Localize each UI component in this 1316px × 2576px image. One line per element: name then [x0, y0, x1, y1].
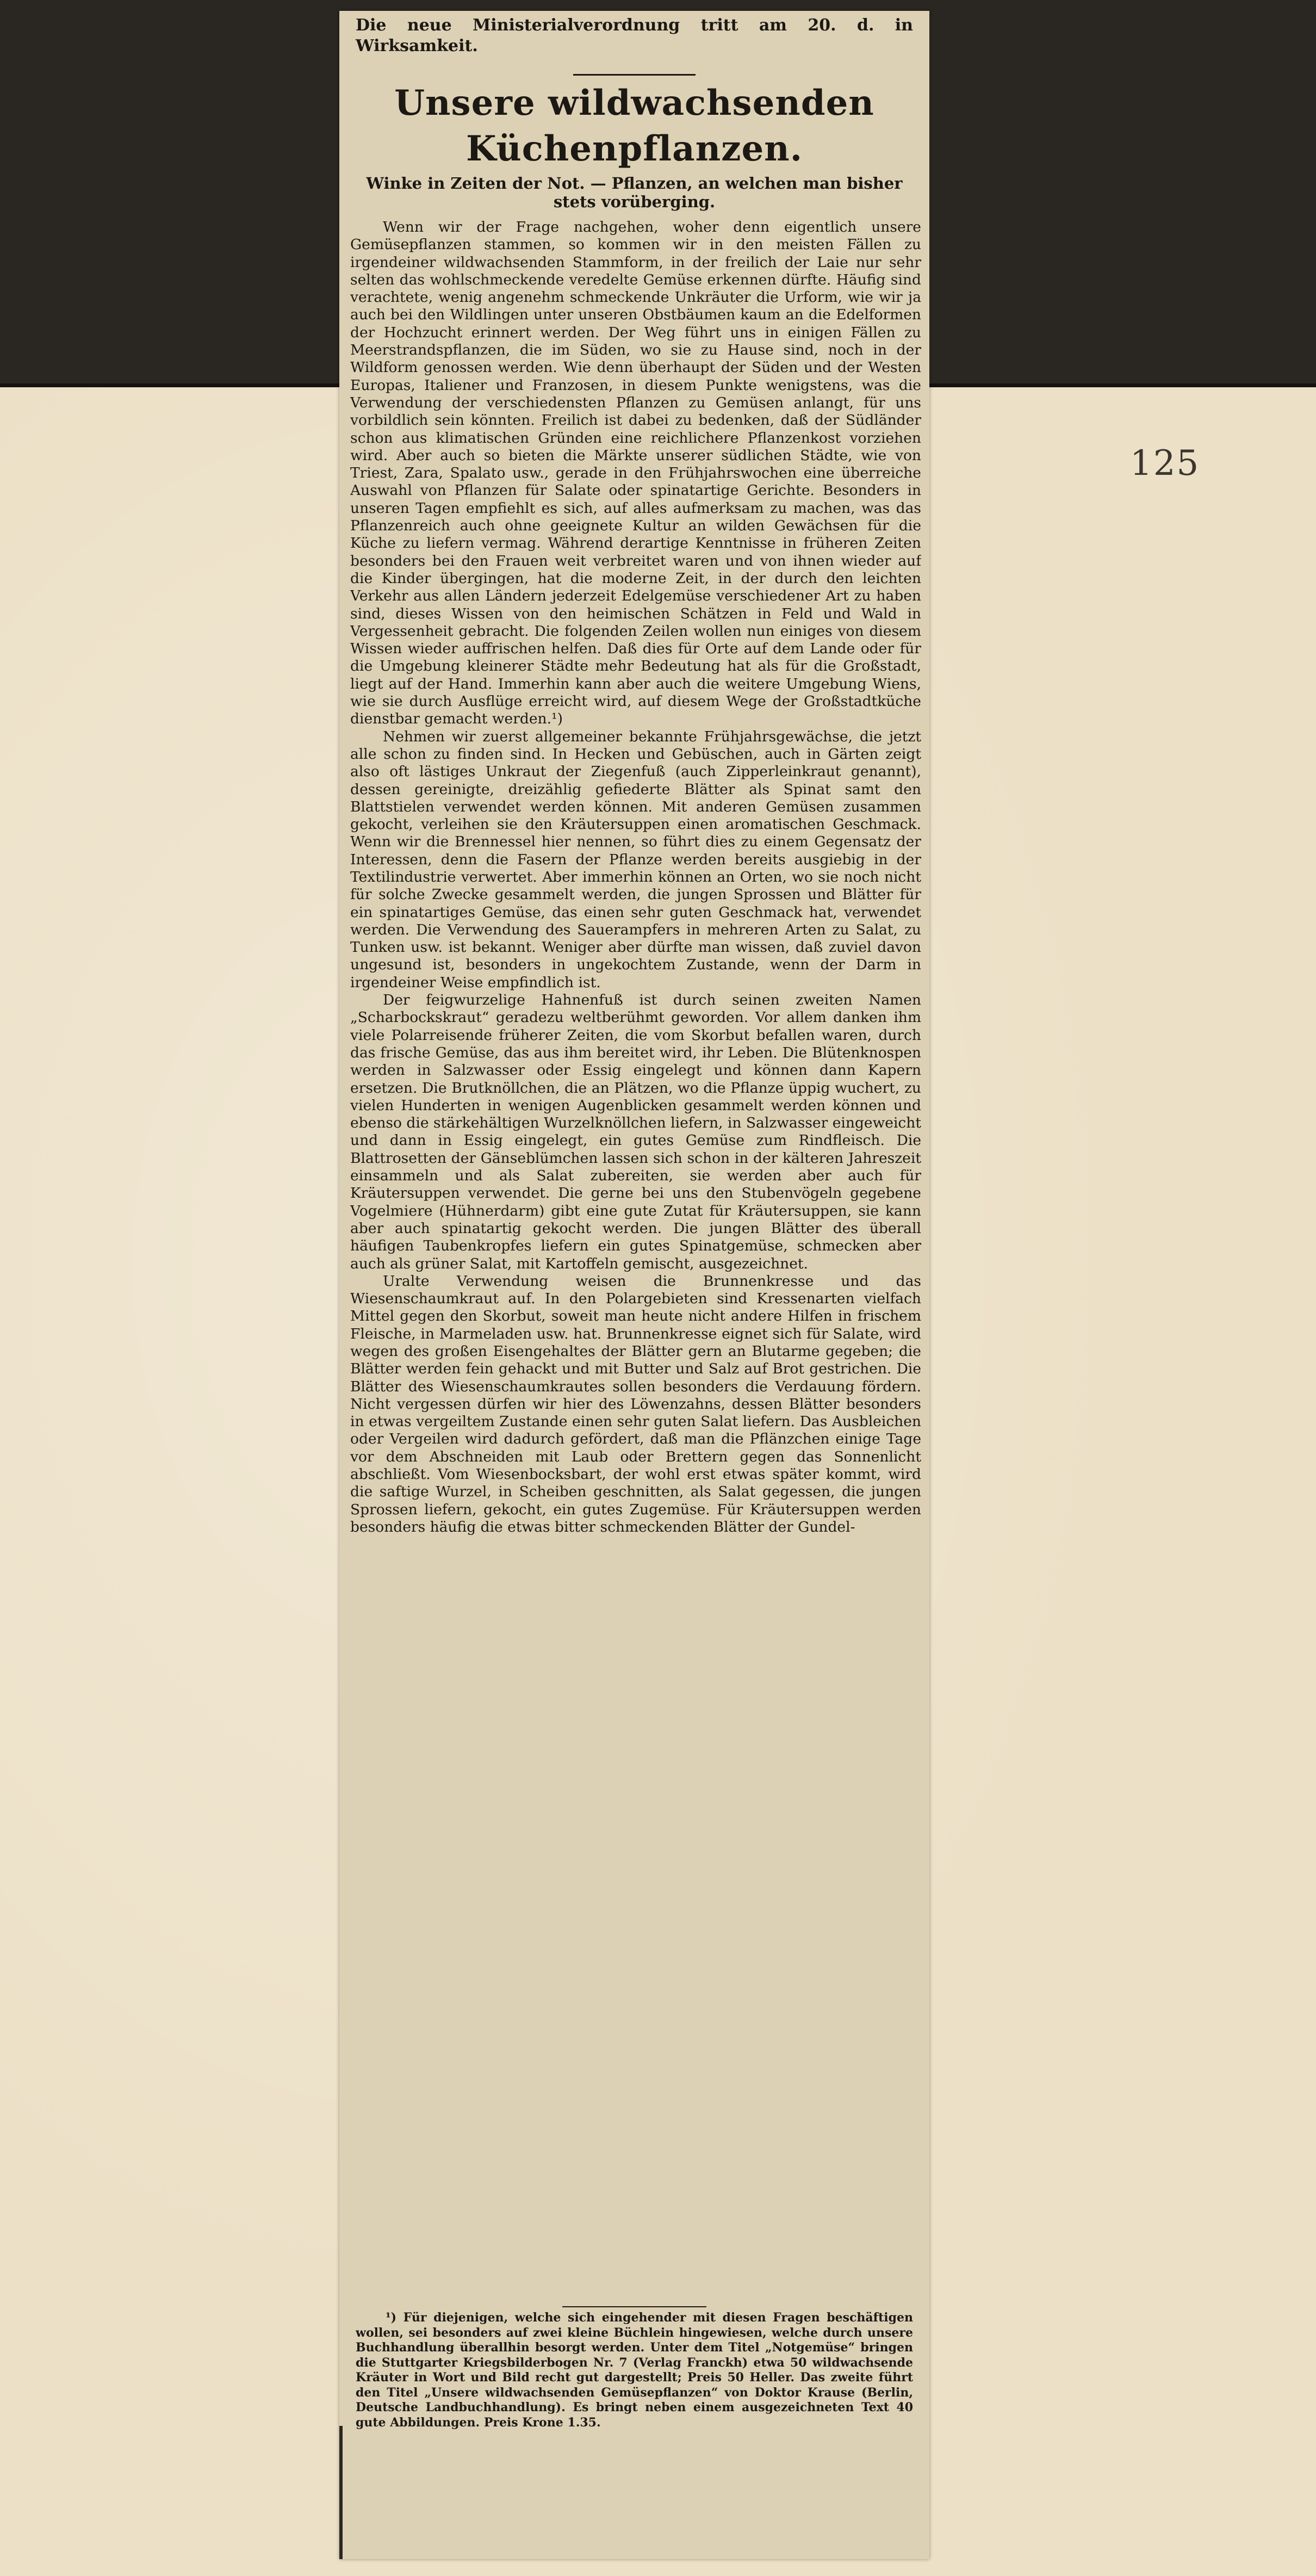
page-number: 125 — [1130, 443, 1200, 484]
article-headline: Unsere wildwachsenden Küchenpflanzen. — [394, 83, 874, 169]
separator-rule — [573, 74, 696, 76]
newspaper-clipping — [339, 11, 929, 2559]
intro-line: Die neue Ministerialverordnung tritt am 20. d. in Wirksamkeit. — [356, 16, 913, 55]
footnote-text: ¹) Für diejenigen, welche sich eingehender mit diesen Fragen beschäftigen wollen, sei besonders auf zwei kleine Büchlein hingewiesen, welche durch unsere Buchhandlung überallhin besorgt werden. Unter dem Titel „Notgemüse“ bringen die Stuttgarter Kriegsbilderbogen Nr. 7 (Verlag Franckh) etwa 50 wildwachsende Kräuter in Wort und Bild recht gut dargestellt; Preis 50 Heller. Das zweite führt den Titel „Unsere wildwachsenden Gemüsepflanzen“ von Doktor Krause (Berlin, Deutsche Landbuchhandlung). Es bringt neben einem ausgezeichneten Text 40 gute Abbildungen. Preis Krone 1.35. — [356, 2311, 913, 2430]
article-paragraph: Nehmen wir zuerst allgemeiner bekannte Frühjahrsgewächse, die jetzt alle schon zu finden sind. In Hecken und Gebüschen, auch in Gärten zeigt also oft lästiges Unkraut der Ziegenfuß (auch Zipperleinkraut genannt), dessen gereinigte, dreizählig gefiederte Blätter als Spinat samt den Blattstielen verwendet werden können. Mit anderen Gemüsen zusammen gekocht, verleihen sie den Kräutersuppen einen aromatischen Geschmack. Wenn wir die Brennessel hier nennen, so führt dies zu einem Gegensatz der Interessen, denn die Fasern der Pflanze werden bereits ausgiebig in der Textilindustrie verwertet. Aber immerhin können an Orten, wo sie noch nicht für solche Zwecke gesammelt werden, die jungen Sprossen und Blätter für ein spinatartiges Gemüse, das einen sehr guten Geschmack hat, verwendet werden. Die Verwendung des Sauerampfers in mehreren Arten zu Salat, zu Tunken usw. ist bekannt. Weniger aber dürfte man wissen, daß zuviel davon ungesund ist, besonders in ungekochtem Zustande, wenn der Darm in irgendeiner Weise empfindlich ist. — [350, 728, 921, 991]
clipping-edge-notch — [339, 2426, 343, 2559]
article-paragraph: Wenn wir der Frage nachgehen, woher denn eigentlich unsere Gemüsepflanzen stammen, so kommen wir in den meisten Fällen zu irgendeiner wildwachsenden Stammform, in der freilich der Laie nur sehr selten das wohlschmeckende veredelte Gemüse erkennen dürfte. Häufig sind verachtete, wenig angenehm schmeckende Unkräuter die Urform, wie wir ja auch bei den Wildlingen unter unseren Obstbäumen kaum an die Edelformen der Hochzucht erinnert werden. Der Weg führt uns in einigen Fällen zu Meerstrandspflanzen, die im Süden, wo sie zu Hause sind, noch in der Wildform genossen werden. Wie denn überhaupt der Süden und der Westen Europas, Italiener und Franzosen, in diesem Punkte wenigstens, was die Verwendung der verschiedensten Pflanzen zu Gemüsen anlangt, für uns vorbildlich sein könnten. Freilich ist dabei zu bedenken, daß der Südländer schon aus klimatischen Gründen eine reichlichere Pflanzenkost vorziehen wird. Aber auch so bieten die Märkte unserer südlichen Städte, wie von Triest, Zara, Spalato usw., gerade in den Frühjahrswochen eine überreiche Auswahl von Pflanzen für Salate oder spinatartige Gerichte. Besonders in unseren Tagen empfiehlt es sich, auf alles aufmerksam zu machen, was das Pflanzenreich auch ohne geeignete Kultur an wilden Gewächsen für die Küche zu liefern vermag. Während derartige Kenntnisse in früheren Zeiten besonders bei den Frauen weit verbreitet waren und von ihnen wieder auf die Kinder übergingen, hat die moderne Zeit, in der durch den leichten Verkehr aus allen Ländern jederzeit Edelgemüse verschiedener Art zu haben sind, dieses Wissen von den heimischen Schätzen in Feld und Wald in Vergessenheit gebracht. Die folgenden Zeilen wollen nun einiges von diesem Wissen wieder auffrischen helfen. Daß dies für Orte auf dem Lande oder für die Umgebung kleinerer Städte mehr Bedeutung hat als für die Großstadt, liegt auf der Hand. Immerhin kann aber auch die weitere Umgebung Wiens, wie sie durch Ausflüge erreicht wird, auf diesem Wege der Großstadtküche dienstbar gemacht werden.¹) — [350, 219, 921, 728]
article-paragraph: Uralte Verwendung weisen die Brunnenkresse und das Wiesenschaumkraut auf. In den Polargebieten sind Kressenarten vielfach Mittel gegen den Skorbut, soweit man heute nicht andere Hilfen in frischem Fleische, in Marmeladen usw. hat. Brunnenkresse eignet sich für Salate, wird wegen des großen Eisengehaltes der Blätter gern an Blutarme gegeben; die Blätter werden fein gehackt und mit Butter und Salz auf Brot gestrichen. Die Blätter des Wiesenschaumkrautes sollen besonders die Verdauung fördern. Nicht vergessen dürfen wir hier des Löwenzahns, dessen Blätter besonders in etwas vergeiltem Zustande einen sehr guten Salat liefern. Das Ausbleichen oder Vergeilen wird dadurch gefördert, daß man die Pflänzchen einige Tage vor dem Abschneiden mit Laub oder Brettern gegen das Sonnenlicht abschließt. Vom Wiesenbocksbart, der wohl erst etwas später kommt, wird die saftige Wurzel, in Scheiben geschnitten, als Salat gegessen, die jungen Sprossen liefern, gekocht, ein gutes Zugemüse. Für Kräutersuppen werden besonders häufig die etwas bitter schmeckenden Blätter der Gundel- — [350, 1272, 921, 1535]
article-paragraph: Der feigwurzelige Hahnenfuß ist durch seinen zweiten Namen „Scharbockskraut“ geradezu weltberühmt geworden. Vor allem danken ihm viele Polarreisende früherer Zeiten, die vom Skorbut befallen waren, durch das frische Gemüse, das aus ihm bereitet wird, ihr Leben. Die Blütenknospen werden in Salzwasser oder Essig eingelegt und können dann Kapern ersetzen. Die Brutknöllchen, die an Plätzen, wo die Pflanze üppig wuchert, zu vielen Hunderten in wenigen Augenblicken gesammelt werden können und ebenso die stärkehältigen Wurzelknöllchen liefern, in Salzwasser eingeweicht und dann in Essig eingelegt, ein gutes Gemüse zum Rindfleisch. Die Blattrosetten der Gänseblümchen lassen sich schon in der kälteren Jahreszeit einsammeln und als Salat zubereiten, sie werden aber auch für Kräutersuppen verwendet. Die gerne bei uns den Stubenvögeln gegebene Vogelmiere (Hühnerdarm) gibt eine gute Zutat für Kräutersuppen, sie kann aber auch spinatartig gekocht werden. Die jungen Blätter des überall häufigen Taubenkropfes liefern ein gutes Spinatgemüse, schmecken aber auch als grüner Salat, mit Kartoffeln gemischt, ausgezeichnet. — [350, 992, 921, 1272]
article-subheadline: Winke in Zeiten der Not. — Pflanzen, an welchen man bisher stets vorüberging. — [366, 174, 903, 211]
footnote-rule — [562, 2306, 706, 2307]
article-body — [350, 219, 921, 2294]
footnote — [356, 2311, 913, 2550]
